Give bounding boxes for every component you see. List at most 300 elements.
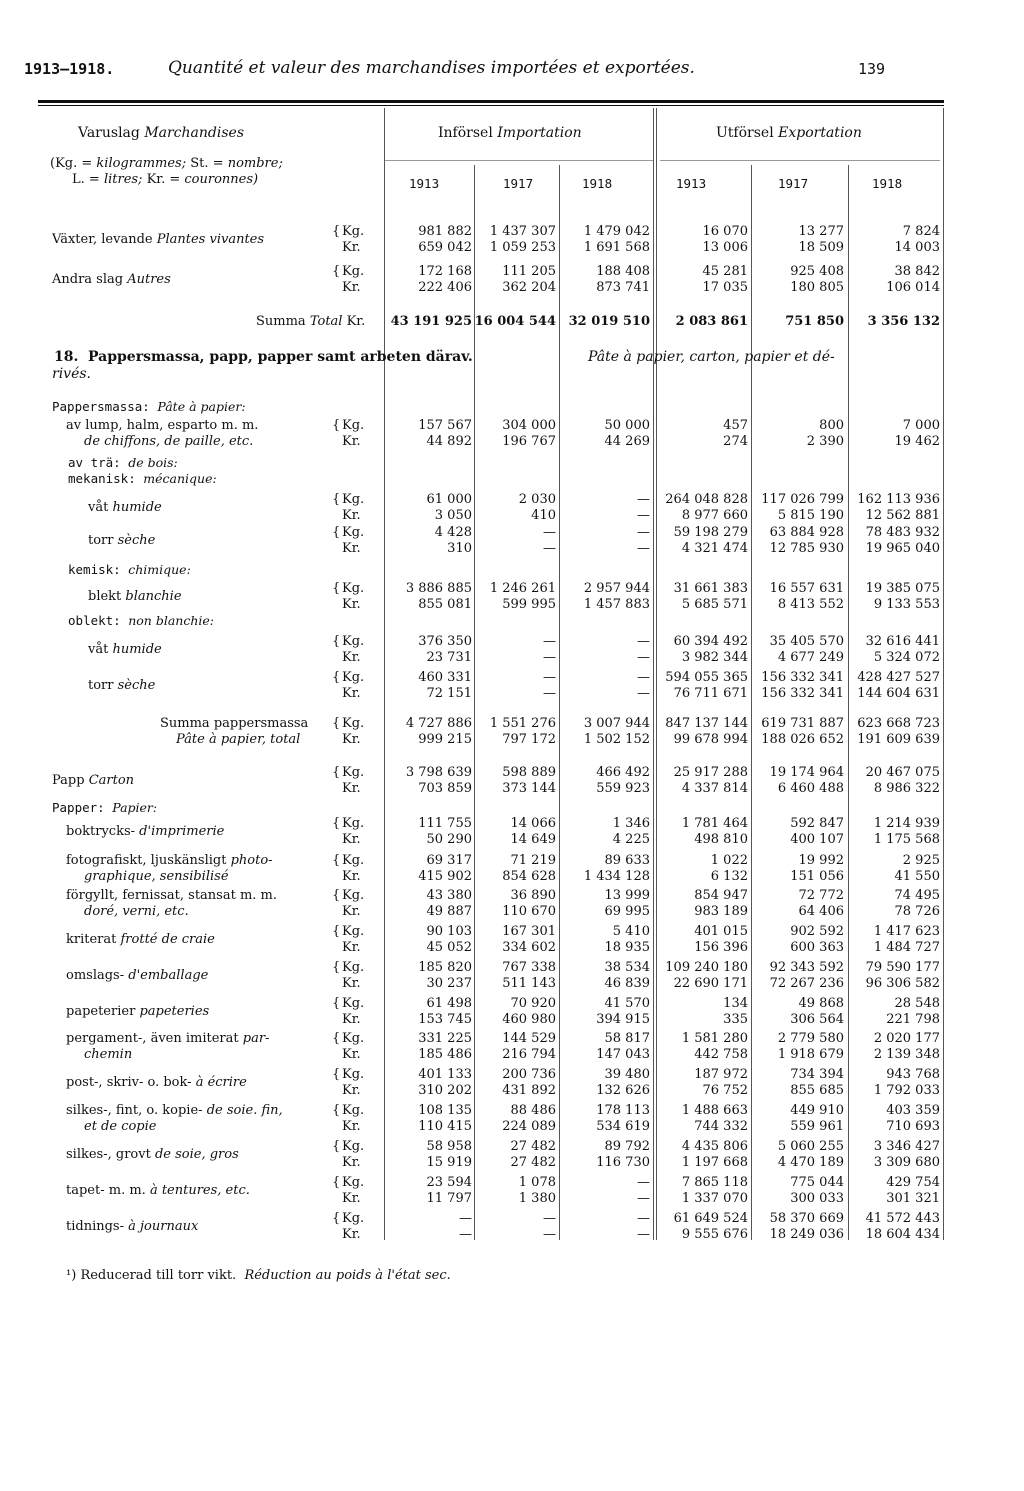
year-export-1918: 1918 bbox=[872, 176, 903, 191]
section-title-fr-2: rivés. bbox=[52, 366, 91, 382]
value-import-1913-kg: 108 135 bbox=[418, 1103, 472, 1118]
value-export-1918-kg: 3 346 427 bbox=[873, 1139, 940, 1154]
value-import-1917-kg: — bbox=[543, 1211, 556, 1226]
brace-icon: { bbox=[332, 581, 341, 596]
value-export-1913-kg: 25 917 288 bbox=[673, 765, 748, 780]
row-label-sv: fotografiskt, ljuskänsligt bbox=[66, 853, 227, 868]
row-label bbox=[66, 932, 215, 947]
value-import-1918-kg: 58 817 bbox=[604, 1031, 650, 1046]
value-export-1918-kr: 18 604 434 bbox=[865, 1227, 940, 1242]
value-export-1917-kg: 156 332 341 bbox=[761, 670, 844, 685]
value-import-1918-kr: 1 434 128 bbox=[583, 869, 650, 884]
year-import-1917: 1917 bbox=[503, 176, 534, 191]
value-export-1913-kg: 594 055 365 bbox=[665, 670, 748, 685]
brace-icon: { bbox=[332, 765, 341, 780]
value-export-1917-kr: 180 805 bbox=[790, 280, 844, 295]
value-export-1917-kr: 4 677 249 bbox=[777, 650, 844, 665]
value-import-1917-kg: 167 301 bbox=[502, 924, 556, 939]
brace-icon: { bbox=[332, 224, 341, 239]
value-import-1918-kg: — bbox=[637, 670, 650, 685]
value-export-1917-kr: 6 460 488 bbox=[777, 781, 844, 796]
subhead-pm-sv: Pappersmassa: bbox=[52, 399, 150, 414]
row-label-sv: post-, skriv- o. bok- bbox=[66, 1075, 192, 1090]
value-export-1917-kr: 8 413 552 bbox=[777, 597, 844, 612]
row-label bbox=[66, 1075, 247, 1090]
unit-kr: Kr. bbox=[342, 1012, 361, 1027]
brace-icon: { bbox=[332, 1175, 341, 1190]
export-subrule bbox=[660, 160, 940, 161]
value-export-1913-kg: 187 972 bbox=[694, 1067, 748, 1082]
unit-kr: Kr. bbox=[342, 832, 361, 847]
value-import-1917-kg: 767 338 bbox=[502, 960, 556, 975]
row-label-sv: Papp bbox=[52, 773, 85, 788]
value-export-1917-kg: 592 847 bbox=[790, 816, 844, 831]
value-export-1917-kr: 18 509 bbox=[798, 240, 844, 255]
value-export-1913-kr: 4 321 474 bbox=[681, 541, 748, 556]
row-label-sv: papeterier bbox=[66, 1004, 136, 1019]
value-export-1918-kg: 79 590 177 bbox=[865, 960, 940, 975]
brace-icon: { bbox=[332, 1211, 341, 1226]
value-export-1917-kr: 18 249 036 bbox=[769, 1227, 844, 1242]
row-label-fr: humide bbox=[112, 642, 162, 657]
value-import-1913-kg: 4 727 886 bbox=[405, 716, 472, 731]
brace-icon: { bbox=[332, 853, 341, 868]
value-import-1917-kg: 1 437 307 bbox=[489, 224, 556, 239]
value-import-1913-kr: — bbox=[459, 1227, 472, 1242]
brace-icon: { bbox=[332, 1139, 341, 1154]
value-import-1913-kg: 331 225 bbox=[418, 1031, 472, 1046]
value-export-1917-kr: 5 815 190 bbox=[777, 508, 844, 523]
brace-icon: { bbox=[332, 634, 341, 649]
row-label-sv: Växter, levande bbox=[52, 232, 153, 247]
value-export-1913-kr: 76 711 671 bbox=[673, 686, 748, 701]
value-import-1917-kr: 460 980 bbox=[502, 1012, 556, 1027]
unit-kg: Kg. bbox=[342, 634, 365, 649]
value-import-1917-kr: — bbox=[543, 541, 556, 556]
value-import-1918-kg: 2 957 944 bbox=[583, 581, 650, 596]
subhead-kem-sv: kemisk: bbox=[68, 562, 121, 577]
brace-icon: { bbox=[332, 418, 341, 433]
top-rule bbox=[38, 100, 944, 103]
value-export-1918-kr: 41 550 bbox=[894, 869, 940, 884]
row-label-line-2: Pâte à papier, total bbox=[176, 732, 301, 747]
row-label-sv: tapet- m. m. bbox=[66, 1183, 146, 1198]
value-export-1913-kg: 847 137 144 bbox=[665, 716, 748, 731]
value-export-1913-kg: 134 bbox=[723, 996, 748, 1011]
value-import-1913-kg: 111 755 bbox=[418, 816, 472, 831]
legend-line-2 bbox=[72, 172, 258, 187]
value-import-1913-kg: 981 882 bbox=[418, 224, 472, 239]
value-export-1918-kr: 19 462 bbox=[894, 434, 940, 449]
row-label-fr: d'emballage bbox=[128, 968, 209, 983]
row-label-sv: förgyllt, fernissat, stansat m. m. bbox=[66, 888, 278, 903]
value-export-1913-kr: 1 197 668 bbox=[681, 1155, 748, 1170]
value-import-1918-kr: 873 741 bbox=[596, 280, 650, 295]
row-label-sv: våt bbox=[88, 642, 109, 657]
value-import-1918-kg: 89 792 bbox=[604, 1139, 650, 1154]
value-import-1917-kg: — bbox=[543, 670, 556, 685]
row-label-fr: photo- bbox=[230, 853, 273, 868]
unit-kg: Kg. bbox=[342, 853, 365, 868]
value-export-1918-kr: 78 726 bbox=[894, 904, 940, 919]
value-export-1918-kg: 7 000 bbox=[902, 418, 940, 433]
value-import-1918-kg: 3 007 944 bbox=[583, 716, 650, 731]
section-number: 18. bbox=[54, 349, 79, 365]
row-label-fr: Autres bbox=[127, 272, 171, 287]
summa-import-1918: 32 019 510 bbox=[568, 314, 650, 329]
value-export-1913-kr: 1 337 070 bbox=[681, 1191, 748, 1206]
value-export-1913-kr: 6 132 bbox=[710, 869, 748, 884]
value-import-1918-kg: — bbox=[637, 1211, 650, 1226]
legend-kg: (Kg. = bbox=[50, 156, 93, 171]
subhead-pappersmassa bbox=[52, 399, 246, 414]
value-export-1918-kg: 28 548 bbox=[894, 996, 940, 1011]
row-label-fr: humide bbox=[112, 500, 162, 515]
unit-kr: Kr. bbox=[342, 732, 361, 747]
row-label bbox=[66, 968, 208, 983]
subhead-papper-fr: Papier: bbox=[112, 800, 158, 815]
row-label bbox=[66, 888, 277, 903]
value-import-1913-kr: 703 859 bbox=[418, 781, 472, 796]
row-label-fr: à journaux bbox=[128, 1219, 199, 1234]
brace-icon: { bbox=[332, 1067, 341, 1082]
row-label-fr: Plantes vivantes bbox=[156, 232, 265, 247]
value-import-1913-kg: 172 168 bbox=[418, 264, 472, 279]
value-export-1917-kg: 775 044 bbox=[790, 1175, 844, 1190]
value-export-1918-kg: 32 616 441 bbox=[865, 634, 940, 649]
row-label bbox=[66, 418, 258, 433]
subhead-papper-sv: Papper: bbox=[52, 800, 105, 815]
running-header bbox=[0, 58, 1024, 86]
value-import-1918-kr: — bbox=[637, 686, 650, 701]
value-import-1917-kr: 334 602 bbox=[502, 940, 556, 955]
brace-icon: { bbox=[332, 924, 341, 939]
value-export-1918-kg: 41 572 443 bbox=[865, 1211, 940, 1226]
summa-label-fr: Total bbox=[309, 314, 343, 329]
subhead-mek-fr: mécanique: bbox=[143, 471, 217, 486]
legend-kr: Kr. = bbox=[146, 172, 181, 187]
row-label-fr: de soie. fin, bbox=[206, 1103, 283, 1118]
unit-kr: Kr. bbox=[342, 1191, 361, 1206]
value-import-1913-kg: 61 498 bbox=[426, 996, 472, 1011]
subhead-tra-sv: av trä: bbox=[68, 455, 121, 470]
value-export-1918-kg: 429 754 bbox=[886, 1175, 940, 1190]
row-label bbox=[52, 232, 264, 247]
row-label-fr: de soie, gros bbox=[154, 1147, 239, 1162]
value-import-1918-kr: 132 626 bbox=[596, 1083, 650, 1098]
unit-kr: Kr. bbox=[342, 597, 361, 612]
brace-icon: { bbox=[332, 525, 341, 540]
summa-export-1913: 2 083 861 bbox=[675, 314, 748, 329]
value-import-1913-kr: 310 202 bbox=[418, 1083, 472, 1098]
header-varuslag-fr: Marchandises bbox=[144, 125, 245, 141]
value-import-1913-kr: 415 902 bbox=[418, 869, 472, 884]
value-import-1918-kg: 89 633 bbox=[604, 853, 650, 868]
value-import-1917-kg: 36 890 bbox=[510, 888, 556, 903]
value-import-1913-kg: 23 594 bbox=[426, 1175, 472, 1190]
value-export-1918-kg: 1 214 939 bbox=[873, 816, 940, 831]
value-import-1917-kg: — bbox=[543, 525, 556, 540]
row-label bbox=[66, 1147, 239, 1162]
value-export-1918-kr: 191 609 639 bbox=[857, 732, 940, 747]
value-export-1913-kr: 335 bbox=[723, 1012, 748, 1027]
value-import-1917-kg: 1 551 276 bbox=[489, 716, 556, 731]
value-import-1913-kg: 157 567 bbox=[418, 418, 472, 433]
value-import-1918-kg: — bbox=[637, 1175, 650, 1190]
subhead-pm-fr: Pâte à papier: bbox=[157, 399, 246, 414]
value-export-1913-kr: 498 810 bbox=[694, 832, 748, 847]
row-label bbox=[88, 500, 162, 515]
value-export-1918-kr: 8 986 322 bbox=[873, 781, 940, 796]
summa-label-sv: Summa bbox=[256, 314, 306, 329]
unit-kg: Kg. bbox=[342, 264, 365, 279]
value-import-1918-kr: — bbox=[637, 1227, 650, 1242]
value-import-1917-kg: — bbox=[543, 634, 556, 649]
value-export-1918-kr: 96 306 582 bbox=[865, 976, 940, 991]
value-import-1918-kr: 69 995 bbox=[604, 904, 650, 919]
row-label-line-2: et de copie bbox=[84, 1119, 157, 1134]
value-import-1918-kg: 38 534 bbox=[604, 960, 650, 975]
value-import-1917-kr: — bbox=[543, 1227, 556, 1242]
unit-kr: Kr. bbox=[342, 280, 361, 295]
value-import-1913-kr: 23 731 bbox=[426, 650, 472, 665]
year-import-1918: 1918 bbox=[582, 176, 613, 191]
value-import-1917-kr: 224 089 bbox=[502, 1119, 556, 1134]
unit-kr: Kr. bbox=[342, 1047, 361, 1062]
unit-kg: Kg. bbox=[342, 1067, 365, 1082]
value-import-1917-kr: 1 059 253 bbox=[489, 240, 556, 255]
value-export-1918-kr: 144 604 631 bbox=[857, 686, 940, 701]
row-label-fr: à tentures, etc. bbox=[149, 1183, 250, 1198]
value-import-1917-kr: 27 482 bbox=[510, 1155, 556, 1170]
header-import-fr: Importation bbox=[497, 125, 582, 141]
header-varuslag-sv: Varuslag bbox=[78, 125, 140, 141]
value-export-1913-kr: 9 555 676 bbox=[681, 1227, 748, 1242]
unit-kr: Kr. bbox=[342, 869, 361, 884]
summa-label bbox=[256, 314, 365, 329]
summa-import-1913: 43 191 925 bbox=[390, 314, 472, 329]
unit-kg: Kg. bbox=[342, 581, 365, 596]
value-import-1918-kr: 559 923 bbox=[596, 781, 650, 796]
value-export-1917-kr: 2 390 bbox=[806, 434, 844, 449]
brace-icon: { bbox=[332, 996, 341, 1011]
summa-unit: Kr. bbox=[346, 314, 366, 329]
value-import-1917-kg: 27 482 bbox=[510, 1139, 556, 1154]
value-import-1913-kr: 72 151 bbox=[426, 686, 472, 701]
footnote-mark: ¹) bbox=[66, 1268, 77, 1283]
value-import-1917-kg: 70 920 bbox=[510, 996, 556, 1011]
col-rule-1 bbox=[384, 108, 385, 1240]
legend-st: St. = bbox=[190, 156, 224, 171]
value-export-1913-kg: 31 661 383 bbox=[673, 581, 748, 596]
unit-kg: Kg. bbox=[342, 1175, 365, 1190]
row-label bbox=[88, 642, 162, 657]
value-import-1918-kg: 1 479 042 bbox=[583, 224, 650, 239]
legend-kr-fr: couronnes) bbox=[184, 172, 259, 187]
value-import-1913-kr: 659 042 bbox=[418, 240, 472, 255]
row-label-sv: boktrycks- bbox=[66, 824, 136, 839]
value-export-1917-kr: 156 332 341 bbox=[761, 686, 844, 701]
value-export-1913-kr: 5 685 571 bbox=[681, 597, 748, 612]
unit-kg: Kg. bbox=[342, 888, 365, 903]
value-import-1913-kr: 3 050 bbox=[434, 508, 472, 523]
row-label-fr: d'imprimerie bbox=[139, 824, 225, 839]
col-rule-3 bbox=[559, 165, 560, 1240]
value-import-1917-kg: 1 078 bbox=[518, 1175, 556, 1190]
value-import-1918-kg: — bbox=[637, 634, 650, 649]
value-import-1913-kg: 90 103 bbox=[426, 924, 472, 939]
value-import-1913-kr: 44 892 bbox=[426, 434, 472, 449]
value-import-1913-kr: 15 919 bbox=[426, 1155, 472, 1170]
value-import-1918-kg: — bbox=[637, 525, 650, 540]
value-export-1917-kg: 49 868 bbox=[798, 996, 844, 1011]
row-label-sv: omslags- bbox=[66, 968, 125, 983]
subhead-mekanisk bbox=[68, 471, 217, 486]
year-export-1913: 1913 bbox=[676, 176, 707, 191]
row-label-fr: papeteries bbox=[139, 1004, 210, 1019]
value-import-1918-kg: 5 410 bbox=[612, 924, 650, 939]
unit-kr: Kr. bbox=[342, 240, 361, 255]
value-export-1913-kg: 7 865 118 bbox=[681, 1175, 748, 1190]
value-export-1913-kg: 264 048 828 bbox=[665, 492, 748, 507]
value-export-1917-kr: 72 267 236 bbox=[769, 976, 844, 991]
header-export-sv: Utförsel bbox=[716, 125, 774, 141]
value-export-1913-kg: 109 240 180 bbox=[665, 960, 748, 975]
row-label-sv: kriterat bbox=[66, 932, 117, 947]
row-label-sv: silkes-, grovt bbox=[66, 1147, 151, 1162]
value-export-1917-kr: 600 363 bbox=[790, 940, 844, 955]
value-export-1917-kr: 4 470 189 bbox=[777, 1155, 844, 1170]
value-export-1917-kg: 19 992 bbox=[798, 853, 844, 868]
value-import-1917-kr: 797 172 bbox=[502, 732, 556, 747]
subhead-oblekt bbox=[68, 613, 214, 628]
value-import-1918-kg: 188 408 bbox=[596, 264, 650, 279]
value-import-1917-kr: — bbox=[543, 650, 556, 665]
subhead-ob-fr: non blanchie: bbox=[128, 613, 214, 628]
value-import-1913-kr: 50 290 bbox=[426, 832, 472, 847]
value-export-1918-kr: 2 139 348 bbox=[873, 1047, 940, 1062]
row-label-fr: sèche bbox=[117, 533, 156, 548]
value-import-1913-kg: 3 798 639 bbox=[405, 765, 472, 780]
value-import-1917-kg: 2 030 bbox=[518, 492, 556, 507]
value-import-1913-kg: 4 428 bbox=[434, 525, 472, 540]
header-import bbox=[438, 126, 582, 141]
value-import-1917-kg: 88 486 bbox=[510, 1103, 556, 1118]
value-export-1918-kg: 78 483 932 bbox=[865, 525, 940, 540]
value-export-1917-kr: 1 918 679 bbox=[777, 1047, 844, 1062]
value-import-1917-kr: 599 995 bbox=[502, 597, 556, 612]
year-import-1913: 1913 bbox=[409, 176, 440, 191]
value-export-1917-kg: 72 772 bbox=[798, 888, 844, 903]
value-export-1918-kg: 428 427 527 bbox=[857, 670, 940, 685]
value-import-1913-kg: — bbox=[459, 1211, 472, 1226]
value-import-1918-kg: 178 113 bbox=[596, 1103, 650, 1118]
value-export-1913-kg: 1 581 280 bbox=[681, 1031, 748, 1046]
value-export-1918-kg: 2 020 177 bbox=[873, 1031, 940, 1046]
value-import-1913-kr: 153 745 bbox=[418, 1012, 472, 1027]
unit-kg: Kg. bbox=[342, 525, 365, 540]
header-import-sv: Införsel bbox=[438, 125, 493, 141]
brace-icon: { bbox=[332, 492, 341, 507]
value-import-1918-kr: 1 691 568 bbox=[583, 240, 650, 255]
value-import-1913-kr: 222 406 bbox=[418, 280, 472, 295]
unit-kg: Kg. bbox=[342, 418, 365, 433]
header-export-fr: Exportation bbox=[778, 125, 862, 141]
value-export-1918-kr: 106 014 bbox=[886, 280, 940, 295]
value-export-1917-kr: 188 026 652 bbox=[761, 732, 844, 747]
value-export-1917-kg: 19 174 964 bbox=[769, 765, 844, 780]
summa-export-1917: 751 850 bbox=[785, 314, 844, 329]
row-label bbox=[66, 1103, 283, 1118]
subhead-ob-sv: oblekt: bbox=[68, 613, 121, 628]
value-export-1913-kr: 4 337 814 bbox=[681, 781, 748, 796]
value-export-1918-kr: 12 562 881 bbox=[865, 508, 940, 523]
value-export-1917-kr: 12 785 930 bbox=[769, 541, 844, 556]
value-import-1918-kr: 116 730 bbox=[596, 1155, 650, 1170]
value-import-1918-kg: 1 346 bbox=[612, 816, 650, 831]
col-rule-4 bbox=[653, 108, 654, 1240]
brace-icon: { bbox=[332, 888, 341, 903]
unit-kr: Kr. bbox=[342, 904, 361, 919]
page-number: 139 bbox=[858, 60, 886, 78]
row-label-fr: Carton bbox=[88, 773, 135, 788]
brace-icon: { bbox=[332, 1031, 341, 1046]
value-import-1917-kr: 216 794 bbox=[502, 1047, 556, 1062]
value-export-1918-kr: 710 693 bbox=[886, 1119, 940, 1134]
value-import-1918-kr: 1 457 883 bbox=[583, 597, 650, 612]
value-export-1918-kr: 19 965 040 bbox=[865, 541, 940, 556]
value-import-1918-kr: — bbox=[637, 650, 650, 665]
value-export-1918-kg: 623 668 723 bbox=[857, 716, 940, 731]
value-export-1917-kg: 35 405 570 bbox=[769, 634, 844, 649]
value-export-1913-kr: 99 678 994 bbox=[673, 732, 748, 747]
value-import-1917-kr: 511 143 bbox=[502, 976, 556, 991]
row-label-line-2: graphique, sensibilisé bbox=[84, 869, 229, 884]
row-label bbox=[66, 853, 273, 868]
value-export-1917-kr: 64 406 bbox=[798, 904, 844, 919]
col-rule-5 bbox=[751, 165, 752, 1240]
value-import-1917-kg: 304 000 bbox=[502, 418, 556, 433]
unit-kg: Kg. bbox=[342, 1139, 365, 1154]
row-label bbox=[52, 272, 171, 287]
subhead-kemisk bbox=[68, 562, 191, 577]
row-label-sv: torr bbox=[88, 533, 114, 548]
summa-export-1918: 3 356 132 bbox=[867, 314, 940, 329]
subhead-tra bbox=[68, 455, 178, 470]
value-export-1917-kr: 400 107 bbox=[790, 832, 844, 847]
row-label-sv: torr bbox=[88, 678, 114, 693]
value-import-1918-kr: 147 043 bbox=[596, 1047, 650, 1062]
value-import-1917-kr: 362 204 bbox=[502, 280, 556, 295]
value-import-1913-kg: 58 958 bbox=[426, 1139, 472, 1154]
value-import-1913-kg: 43 380 bbox=[426, 888, 472, 903]
value-export-1913-kg: 4 435 806 bbox=[681, 1139, 748, 1154]
row-label-sv: våt bbox=[88, 500, 109, 515]
brace-icon: { bbox=[332, 670, 341, 685]
row-label bbox=[160, 716, 308, 731]
value-import-1913-kr: 855 081 bbox=[418, 597, 472, 612]
header-export bbox=[716, 126, 862, 141]
value-import-1917-kr: 373 144 bbox=[502, 781, 556, 796]
value-export-1917-kg: 5 060 255 bbox=[777, 1139, 844, 1154]
value-export-1917-kg: 117 026 799 bbox=[761, 492, 844, 507]
value-import-1913-kg: 460 331 bbox=[418, 670, 472, 685]
value-import-1913-kg: 401 133 bbox=[418, 1067, 472, 1082]
subhead-papper bbox=[52, 800, 157, 815]
value-export-1917-kg: 16 557 631 bbox=[769, 581, 844, 596]
value-export-1913-kg: 60 394 492 bbox=[673, 634, 748, 649]
value-import-1917-kr: — bbox=[543, 686, 556, 701]
